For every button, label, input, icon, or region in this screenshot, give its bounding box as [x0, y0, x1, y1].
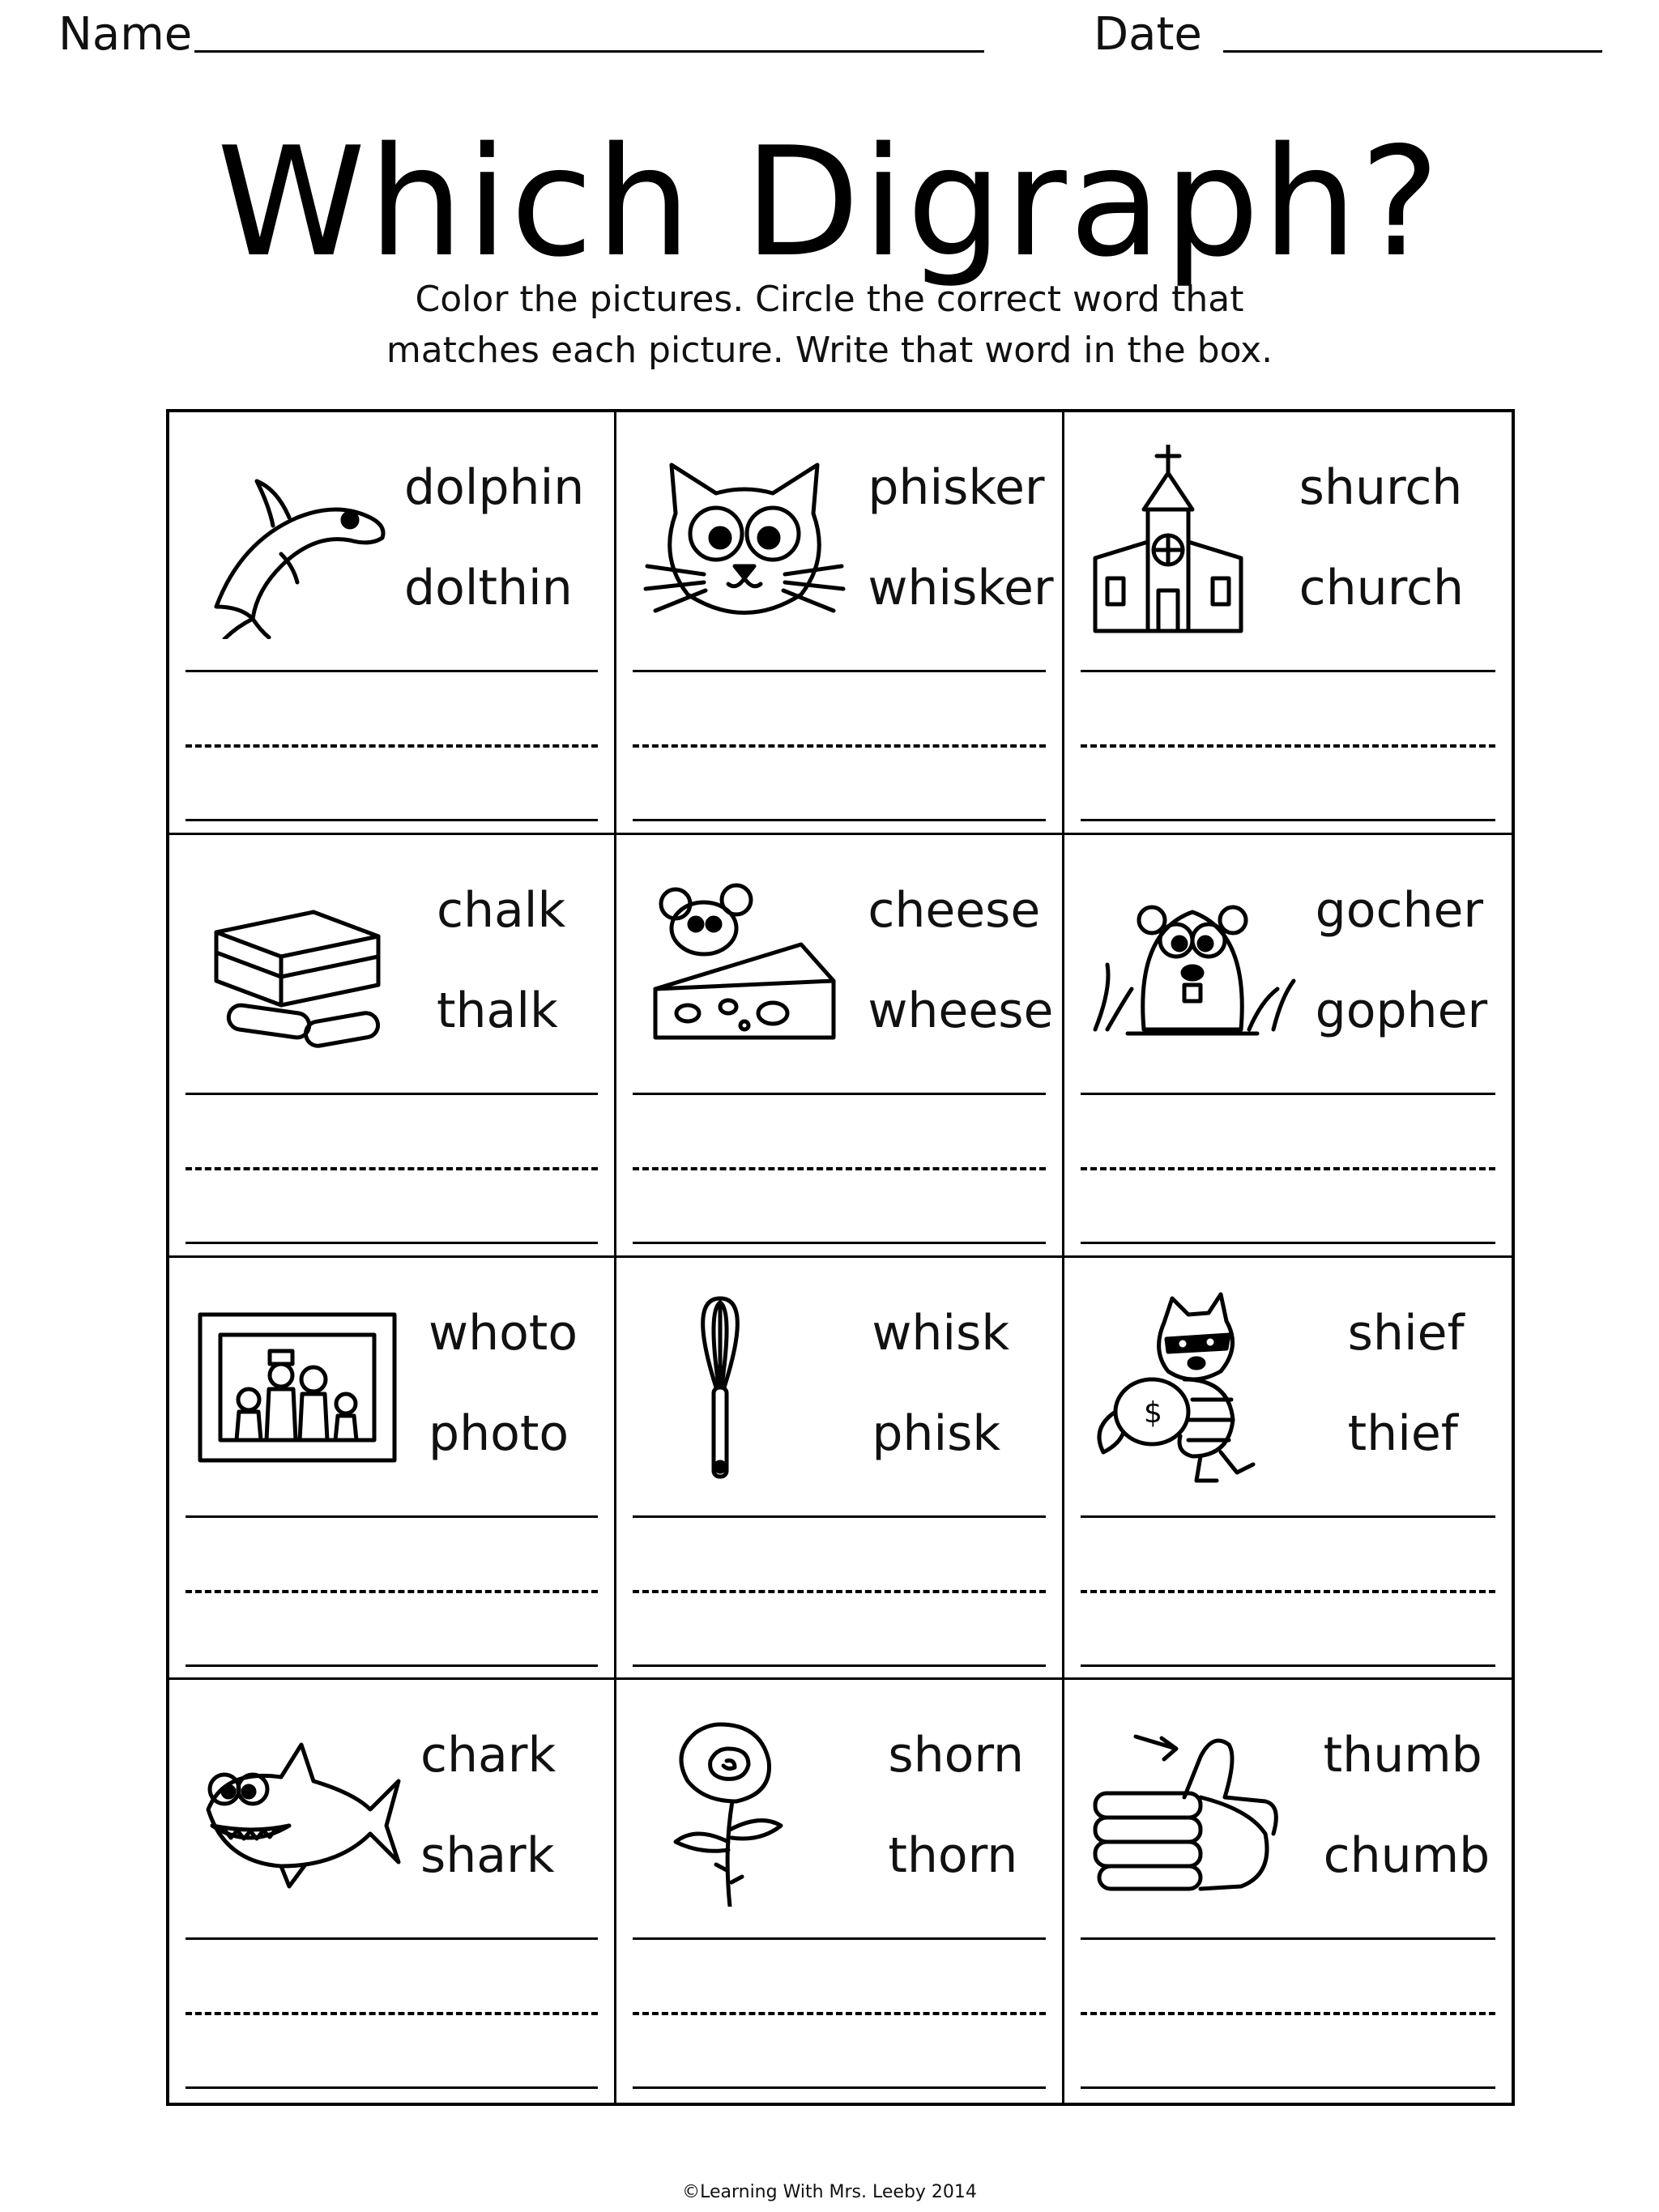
- writing-line-middle: [186, 744, 598, 748]
- writing-line-bottom[interactable]: [186, 819, 598, 821]
- word-option-2[interactable]: church: [1299, 560, 1465, 616]
- writing-line-middle: [186, 1590, 598, 1593]
- writing-line-top: [186, 1093, 598, 1095]
- word-option-1[interactable]: shurch: [1299, 459, 1463, 516]
- shark-icon: [192, 1712, 403, 1907]
- word-option-1[interactable]: phisker: [868, 459, 1045, 516]
- word-option-2[interactable]: phisk: [872, 1404, 1001, 1462]
- cell-whisker: [616, 412, 1064, 835]
- writing-line-bottom[interactable]: [1081, 1242, 1495, 1244]
- word-option-2[interactable]: thief: [1347, 1404, 1458, 1462]
- writing-line-middle: [633, 2012, 1045, 2015]
- page-title: Which Digraph?: [216, 114, 1443, 290]
- writing-line-middle: [186, 1167, 598, 1170]
- writing-line-middle: [1081, 1590, 1495, 1593]
- writing-line-top: [1081, 670, 1495, 672]
- writing-line-bottom[interactable]: [1081, 2086, 1495, 2089]
- word-option-1[interactable]: dolphin: [404, 459, 585, 516]
- writing-line-top: [186, 1515, 598, 1518]
- cell-thief: [1064, 1258, 1512, 1681]
- writing-line-middle: [186, 2012, 598, 2015]
- chalk-icon: [192, 867, 403, 1062]
- writing-line-middle: [1081, 1167, 1495, 1170]
- cell-photo: [169, 1258, 616, 1681]
- rose-icon: [639, 1712, 850, 1907]
- writing-line-top: [633, 1093, 1045, 1095]
- cell-thorn: [616, 1680, 1064, 2103]
- word-option-2[interactable]: shark: [420, 1827, 555, 1885]
- writing-line-middle: [1081, 2012, 1495, 2015]
- thief-icon: [1087, 1290, 1298, 1485]
- writing-line-bottom[interactable]: [1081, 819, 1495, 821]
- word-option-2[interactable]: photo: [429, 1404, 569, 1462]
- writing-line-bottom[interactable]: [633, 2086, 1045, 2089]
- writing-line-top: [633, 1515, 1045, 1518]
- writing-line-middle: [1081, 744, 1495, 748]
- word-option-2[interactable]: thorn: [888, 1827, 1018, 1885]
- name-label: Name: [58, 8, 193, 61]
- word-option-1[interactable]: thumb: [1323, 1727, 1482, 1784]
- writing-line-top: [1081, 1515, 1495, 1518]
- svg-text:$: $: [1143, 1396, 1162, 1430]
- writing-line-top: [1081, 1093, 1495, 1095]
- word-option-1[interactable]: chalk: [437, 881, 566, 939]
- church-icon: [1087, 445, 1298, 639]
- word-option-2[interactable]: wheese: [868, 982, 1054, 1039]
- word-option-1[interactable]: shorn: [888, 1727, 1024, 1784]
- writing-line-top: [1081, 1937, 1495, 1940]
- cell-gopher: [1064, 835, 1512, 1258]
- cat-icon: [639, 445, 850, 639]
- cell-cheese: [616, 835, 1064, 1258]
- whisk-icon: [639, 1290, 850, 1485]
- cell-whisk: [616, 1258, 1064, 1681]
- instructions-line-1: Color the pictures. Circle the correct word that: [415, 279, 1244, 320]
- word-option-1[interactable]: cheese: [868, 881, 1041, 939]
- photo-icon: [192, 1290, 403, 1485]
- writing-line-middle: [633, 1590, 1045, 1593]
- copyright-footer: ©Learning With Mrs. Leeby 2014: [682, 2182, 977, 2202]
- writing-line-bottom[interactable]: [633, 1664, 1045, 1667]
- cell-thumb: [1064, 1680, 1512, 2103]
- word-option-2[interactable]: dolthin: [404, 560, 573, 616]
- cell-dolphin: [169, 412, 616, 835]
- writing-line-bottom[interactable]: [633, 819, 1045, 821]
- writing-line-top: [186, 670, 598, 672]
- word-option-2[interactable]: whisker: [868, 560, 1054, 616]
- word-option-1[interactable]: chark: [420, 1727, 557, 1784]
- date-label: Date: [1094, 8, 1202, 61]
- writing-line-bottom[interactable]: [633, 1242, 1045, 1244]
- writing-line-bottom[interactable]: [186, 1664, 598, 1667]
- cheese-icon: [639, 867, 850, 1062]
- word-option-1[interactable]: whisk: [872, 1304, 1010, 1362]
- writing-line-bottom[interactable]: [186, 2086, 598, 2089]
- cell-shark: [169, 1680, 616, 2103]
- writing-line-top: [633, 1937, 1045, 1940]
- writing-line-middle: [633, 744, 1045, 748]
- date-line[interactable]: [1223, 50, 1602, 53]
- word-option-1[interactable]: whoto: [429, 1304, 578, 1362]
- writing-line-bottom[interactable]: [1081, 1664, 1495, 1667]
- word-option-2[interactable]: chumb: [1323, 1827, 1491, 1885]
- writing-line-top: [633, 670, 1045, 672]
- writing-line-bottom[interactable]: [186, 1242, 598, 1244]
- instructions-line-2: matches each picture. Write that word in the box.: [386, 330, 1273, 371]
- word-option-2[interactable]: thalk: [437, 982, 558, 1039]
- thumb-icon: [1087, 1712, 1298, 1907]
- cell-church: [1064, 412, 1512, 835]
- writing-line-top: [186, 1937, 598, 1940]
- word-option-1[interactable]: gocher: [1315, 881, 1484, 939]
- cell-chalk: [169, 835, 616, 1258]
- dolphin-icon: [192, 445, 403, 639]
- word-option-1[interactable]: shief: [1347, 1304, 1465, 1362]
- word-option-2[interactable]: gopher: [1315, 982, 1488, 1039]
- worksheet-grid: [166, 409, 1515, 2106]
- gopher-icon: [1087, 867, 1298, 1062]
- writing-line-middle: [633, 1167, 1045, 1170]
- name-line[interactable]: [194, 50, 984, 53]
